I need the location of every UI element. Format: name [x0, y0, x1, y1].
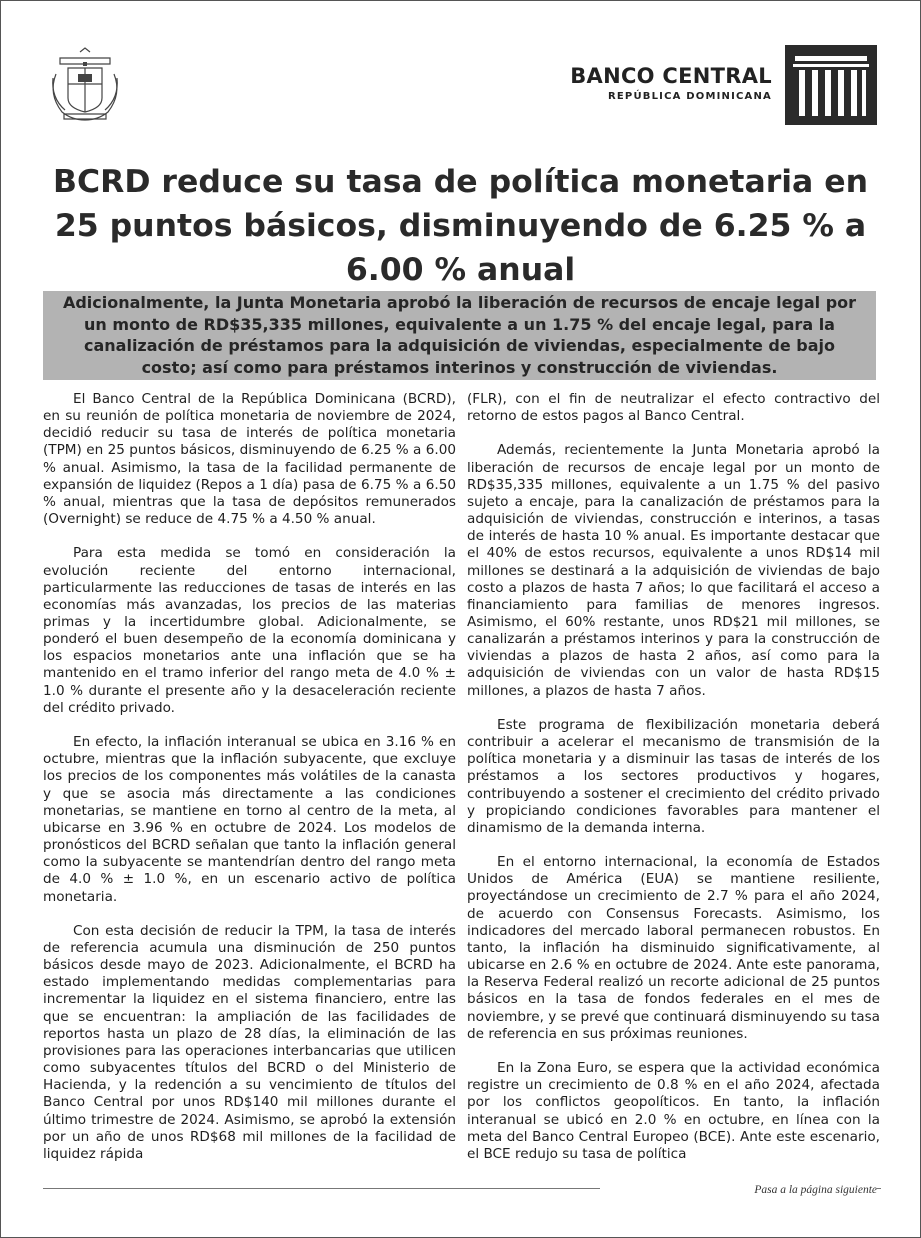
- page-title: BCRD reduce su tasa de política monetaria en 25 puntos básicos, disminuyendo de 6.25 % a 6.00 % anual: [52, 164, 869, 288]
- continue-note-text: Pasa a la página siguiente: [748, 1184, 877, 1196]
- paragraph: Con esta decisión de reducir la TPM, la tasa de interés de referencia acumula una disminución de 250 puntos básicos desde mayo de 2023. Adicionalmente, el BCRD ha estado implementando medidas complementarias para incrementar la liquidez en el sistema financiero, entre las que se encuentran: la ampliación de las facilidades de reportos hasta un plazo de 28 días, la eliminación de las provisiones para las operaciones interbancarias que utilicen como subyacentes títulos del BCRD o del Ministerio de Hacienda, y la redención a su vencimiento de títulos del Banco Central por unos RD$140 mil millones durante el último trimestre de 2024. Asimismo, se aprobó la extensión por un año de unos RD$68 mil millones de la facilidad de liquidez rápida: [43, 922, 456, 1162]
- paragraph: El Banco Central de la República Dominicana (BCRD), en su reunión de política monetaria de noviembre de 2024, decidió reducir su tasa de interés de política monetaria (TPM) en 25 puntos básicos, disminuyendo de 6.25 % a 6.00 % anual. Asimismo, la tasa de la facilidad permanente de expansión de liquidez (Repos a 1 día) pasa de 6.75 % a 6.50 % anual, mientras que la tasa de depósitos remunerados (Overnight) se reduce de 4.75 % a 4.50 % anual.: [43, 391, 456, 528]
- paragraph: En el entorno internacional, la economía de Estados Unidos de América (EUA) se mantiene resiliente, proyectándose un crecimiento de 2.7 % para el año 2024, de acuerdo con Consensus Forecasts. Asimismo, los indicadores del mercado laboral permanecen robustos. En tanto, la inflación ha disminuido significativamente, al ubicarse en 2.6 % en octubre de 2024. Ante este panorama, la Reserva Federal realizó un recorte adicional de 25 puntos básicos en la tasa de fondos federales en el mes de noviembre, y se prevé que continuará disminuyendo su tasa de referencia en sus próximas reuniones.: [467, 854, 880, 1042]
- subtitle: Adicionalmente, la Junta Monetaria aprobó la liberación de recursos de encaje legal por un monto de RD$35,335 millones, equivalente a un 1.75 % del encaje legal, para la canalización de préstamos para la adquisición de viviendas, especialmente de bajo costo; así como para préstamos interinos y construcción de viviendas.: [62, 293, 857, 377]
- paragraph: Este programa de flexibilización monetaria deberá contribuir a acelerar el mecanismo de transmisión de la política monetaria y a disminuir las tasas de interés de los préstamos a los sectores productivos y hogares, contribuyendo a sostener el crecimiento del crédito privado y propiciando condiciones favorables para mantener el dinamismo de la demanda interna.: [467, 716, 880, 836]
- paragraph-continuation: (FLR), con el fin de neutralizar el efecto contractivo del retorno de estos pagos al Banco Central.: [467, 391, 880, 425]
- left-column: [43, 391, 456, 1180]
- paragraph: Para esta medida se tomó en consideración la evolución reciente del entorno internacional, particularmente las reducciones de tasas de interés en las economías más avanzadas, los precios de las materias primas y la incertidumbre global. Adicionalmente, se ponderó el buen desempeño de la economía dominicana y los espacios monetarios ante una inflación que se ha mantenido en el tramo inferior del rango meta de 4.0 % ± 1.0 % durante el presente año y la desaceleración reciente del crédito privado.: [43, 545, 456, 716]
- continue-note: [600, 1184, 877, 1196]
- paragraph: Además, recientemente la Junta Monetaria aprobó la liberación de recursos de encaje legal por un monto de RD$35,335 millones, equivalente a un 1.75 % del pasivo sujeto a encaje, para la canalización de préstamos para la adquisición de viviendas, construcción e interinos, a tasas de interés de hasta 10 % anual. Es importante destacar que el 40% de estos recursos, equivalente a unos RD$14 mil millones se destinará a la adquisición de viviendas de bajo costo a plazos de hasta 7 años; lo que facilitará el acceso a financiamiento para familias de menores ingresos. Asimismo, el 60% restante, unos RD$21 mil millones, se canalizarán a préstamos interinos y para la construcción de viviendas a plazos de hasta 2 años, así como para la adquisición de viviendas con un valor de hasta RD$15 millones, a plazos de hasta 7 años.: [467, 442, 880, 699]
- bank-columns-logo-icon: [785, 45, 877, 125]
- right-column: [467, 391, 880, 1180]
- paragraph: En efecto, la inflación interanual se ubica en 3.16 % en octubre, mientras que la inflación subyacente, que excluye los precios de los componentes más volátiles de la canasta y que se asocia más directamente a las condiciones monetarias, se mantiene en torno al centro de la meta, al ubicarse en 3.96 % en octubre de 2024. Los modelos de pronósticos del BCRD señalan que tanto la inflación general como la subyacente se mantendrían dentro del rango meta de 4.0 % ± 1.0 %, en un escenario activo de política monetaria.: [43, 734, 456, 905]
- bank-name: BANCO CENTRAL: [570, 64, 772, 88]
- coat-of-arms-icon: [44, 44, 126, 126]
- paragraph: En la Zona Euro, se espera que la actividad económica registre un crecimiento de 0.8 % en el año 2024, afectada por los conflictos geopolíticos. En tanto, la inflación interanual se ubicó en 2.0 % en octubre, en línea con la meta del Banco Central Europeo (BCE). Ante este escenario, el BCE redujo su tasa de política: [467, 1060, 880, 1162]
- bank-subtitle: REPÚBLICA DOMINICANA: [607, 91, 772, 102]
